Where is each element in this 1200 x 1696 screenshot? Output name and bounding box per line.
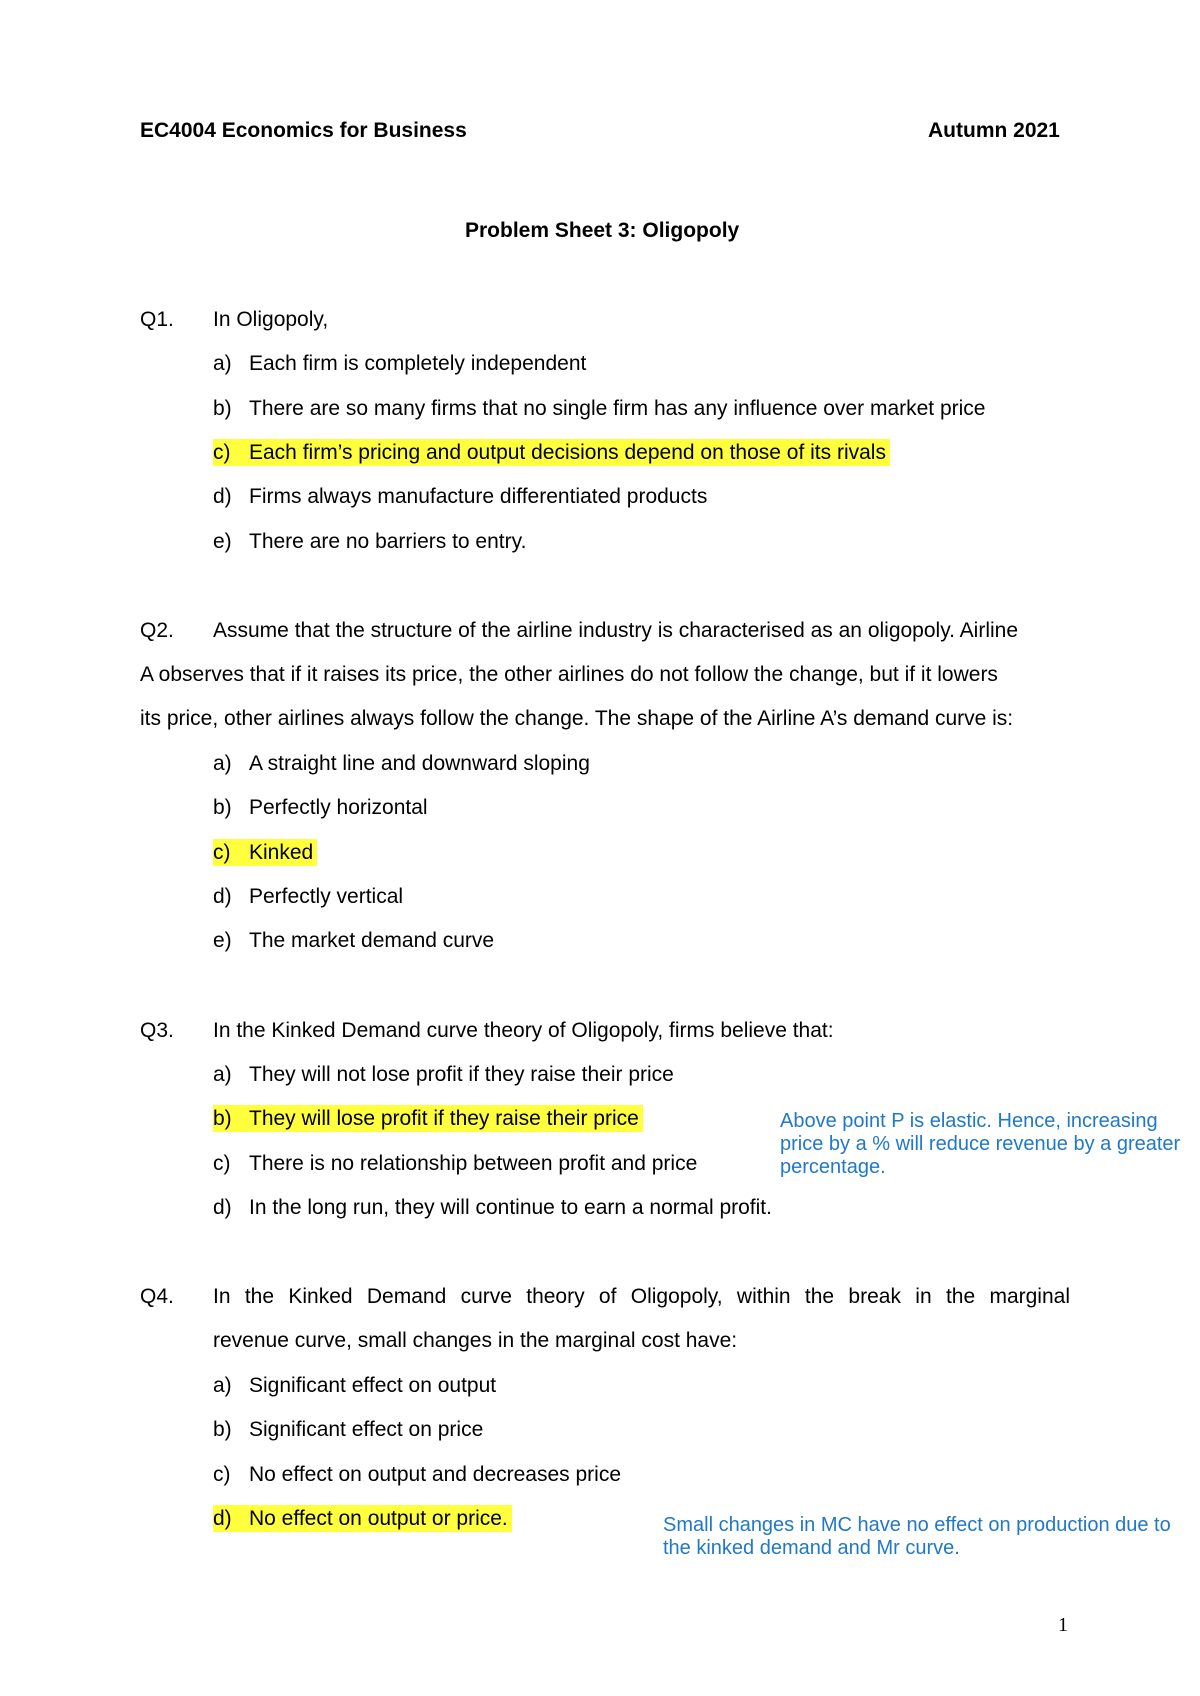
q2-number: Q2. bbox=[140, 619, 174, 642]
q4-stem-line-1: In the Kinked Demand curve theory of Oligopoly, within the break in the marginal bbox=[213, 1285, 1070, 1308]
q1-option-e: e) There are no barriers to entry. bbox=[213, 530, 527, 553]
page-title: Problem Sheet 3: Oligopoly bbox=[465, 219, 740, 242]
q4-option-a: a) Significant effect on output bbox=[213, 1374, 497, 1397]
term-label: Autumn 2021 bbox=[928, 119, 1060, 142]
q4-option-b: b) Significant effect on price bbox=[213, 1418, 484, 1441]
q4-number: Q4. bbox=[140, 1285, 174, 1308]
q3-stem: In the Kinked Demand curve theory of Oligopoly, firms believe that: bbox=[213, 1019, 834, 1042]
q2-stem-line-2: A observes that if it raises its price, the other airlines do not follow the change, but if it lowers bbox=[140, 663, 998, 686]
q1-option-d: d) Firms always manufacture differentiated products bbox=[213, 485, 708, 508]
q3-annotation: Above point P is elastic. Hence, increasing price by a % will reduce revenue by a greater percentage. bbox=[780, 1110, 1181, 1178]
q2-stem-line-3: its price, other airlines always follow the change. The shape of the Airline A’s demand curve is: bbox=[140, 707, 1014, 730]
course-title: EC4004 Economics for Business bbox=[140, 119, 467, 142]
q4-option-d-highlighted: d) No effect on output or price. bbox=[213, 1506, 512, 1532]
q1-stem: In Oligopoly, bbox=[213, 308, 329, 331]
q2-stem-line-1: Assume that the structure of the airline industry is characterised as an oligopoly. Airline bbox=[213, 619, 1019, 642]
q3-option-d: d) In the long run, they will continue to earn a normal profit. bbox=[213, 1196, 772, 1219]
q3-option-c: c) There is no relationship between profit and price bbox=[213, 1152, 698, 1175]
q2-option-b: b) Perfectly horizontal bbox=[213, 796, 428, 819]
q1-option-a: a) Each firm is completely independent bbox=[213, 352, 587, 375]
q3-number: Q3. bbox=[140, 1019, 174, 1042]
q1-option-b: b) There are so many firms that no single firm has any influence over market price bbox=[213, 397, 986, 420]
q2-option-d: d) Perfectly vertical bbox=[213, 885, 404, 908]
q3-option-b-highlighted: b) They will lose profit if they raise their price bbox=[213, 1106, 643, 1132]
q4-stem-line-2: revenue curve, small changes in the marginal cost have: bbox=[213, 1329, 738, 1352]
q1-number: Q1. bbox=[140, 308, 174, 331]
q4-annotation: Small changes in MC have no effect on production due to the kinked demand and Mr curve. bbox=[663, 1514, 1171, 1559]
q2-option-e: e) The market demand curve bbox=[213, 929, 495, 952]
q2-option-a: a) A straight line and downward sloping bbox=[213, 752, 590, 775]
q4-option-c: c) No effect on output and decreases price bbox=[213, 1463, 622, 1486]
q2-option-c-highlighted: c) Kinked bbox=[213, 840, 317, 866]
q3-option-a: a) They will not lose profit if they raise their price bbox=[213, 1063, 674, 1086]
page-number: 1 bbox=[1058, 1614, 1068, 1636]
q1-option-c-highlighted: c) Each firm’s pricing and output decisions depend on those of its rivals bbox=[213, 440, 890, 466]
